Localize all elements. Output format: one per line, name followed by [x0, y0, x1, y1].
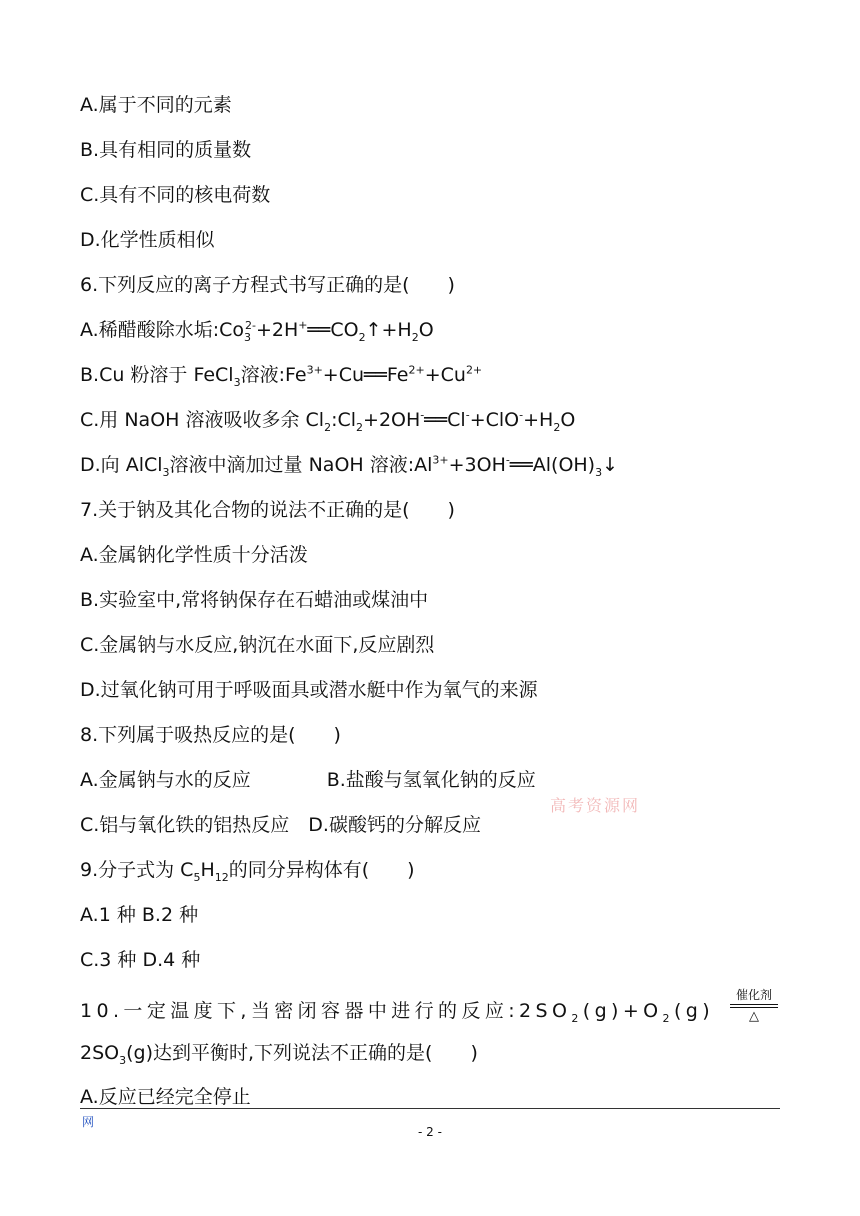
question-10: 10.一定温度下,当密闭容器中进行的反应$:2SO_2(g)+O_2(g)$ — [80, 1000, 715, 1025]
catalyst-label: 催化剂 — [735, 988, 772, 1002]
catalyst-arrow — [728, 988, 780, 1024]
q7-option-c: C.金属钠与水反应,钠沉在水面下,反应剧烈 — [80, 634, 435, 656]
question-10-continued: $2SO_3(g)$达到平衡时,下列说法不正确的是( ) — [80, 1042, 478, 1067]
page-number: - 2 - — [418, 1125, 442, 1139]
q6-option-b: B.Cu 粉溶于 FeCl$_3$溶液$:Fe^{3+}+Cu══Fe^{2+}+Cu^{2+}$ — [80, 363, 483, 389]
question-7: 7.关于钠及其化合物的说法不正确的是( ) — [80, 499, 455, 521]
heat-symbol: △ — [749, 1009, 759, 1024]
question-9: 9.分子式为 $C_5H_{12}$的同分异构体有( ) — [80, 859, 415, 884]
question-8: 8.下列属于吸热反应的是( ) — [80, 724, 341, 746]
q8-options-ab: A.金属钠与水的反应 B.盐酸与氢氧化钠的反应 — [80, 769, 536, 791]
footer-rule — [80, 1108, 780, 1109]
option-b: B.具有相同的质量数 — [80, 139, 252, 161]
option-c: C.具有不同的核电荷数 — [80, 184, 271, 206]
q6-option-a: A.稀醋酸除水垢$:Co_3^{2-}+2H^+══CO_2↑+H_2O$ — [80, 318, 434, 344]
option-a: A.属于不同的元素 — [80, 94, 232, 116]
q8-options-cd: C.铝与氧化铁的铝热反应 D.碳酸钙的分解反应 — [80, 814, 481, 836]
question-6: 6.下列反应的离子方程式书写正确的是( ) — [80, 274, 455, 296]
equilibrium-arrow-icon — [728, 1002, 780, 1010]
q7-option-d: D.过氧化钠可用于呼吸面具或潜水艇中作为氧气的来源 — [80, 679, 538, 701]
footer-left-text: 网 — [82, 1115, 95, 1129]
q6-option-d: D.向 AlCl$_3$溶液中滴加过量 NaOH 溶液$:Al^{3+}+3OH^-══Al(OH)_3↓$ — [80, 453, 619, 479]
q10-option-a: A.反应已经完全停止 — [80, 1086, 251, 1108]
q9-options-cd: C.3 种 D.4 种 — [80, 949, 201, 971]
q7-option-b: B.实验室中,常将钠保存在石蜡油或煤油中 — [80, 589, 429, 611]
watermark: 高考资源网 — [550, 796, 641, 815]
q9-options-ab: A.1 种 B.2 种 — [80, 904, 199, 926]
q7-option-a: A.金属钠化学性质十分活泼 — [80, 544, 308, 566]
option-d: D.化学性质相似 — [80, 229, 215, 251]
q6-option-c: C.用 NaOH 溶液吸收多余 $Cl_2:Cl_2+2OH^-══Cl^-+ClO^-+H_2O$ — [80, 408, 576, 434]
